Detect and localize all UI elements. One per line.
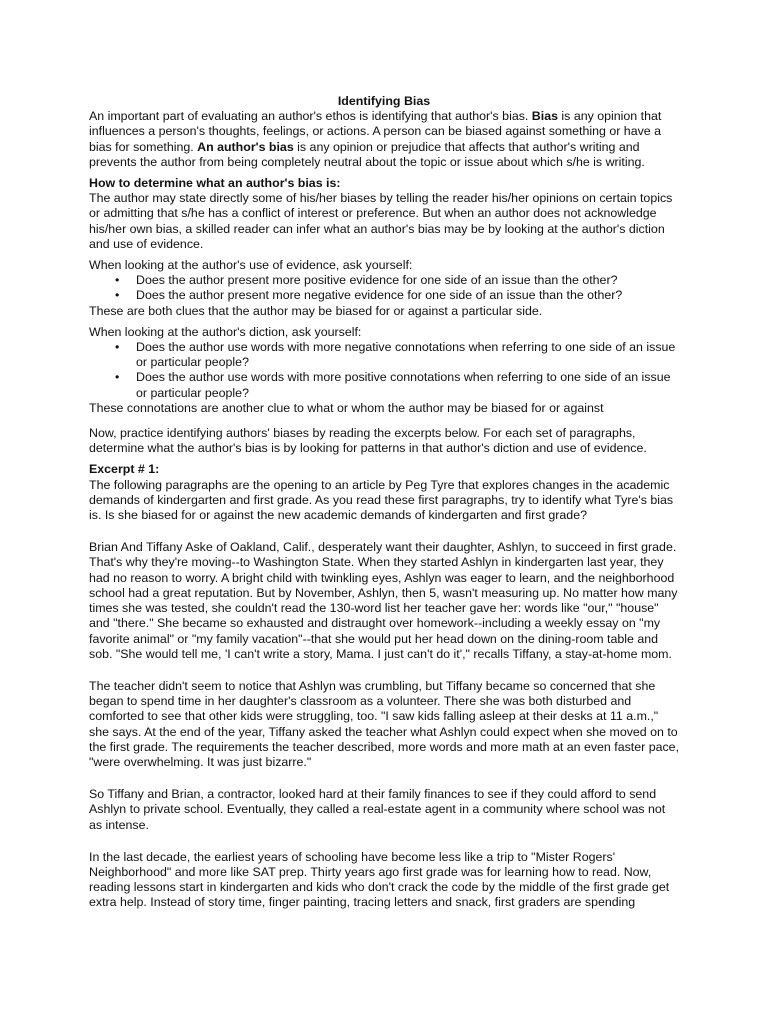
- evidence-lead: When looking at the author's use of evidence, ask yourself:: [89, 258, 413, 273]
- evidence-question-text: Does the author present more positive evidence for one side of an issue than the other?: [136, 273, 618, 288]
- diction-close: These connotations are another clue to what or whom the author may be biased for or against: [89, 400, 604, 415]
- bullet-icon: •: [115, 288, 120, 303]
- intro-text-1: An important part of evaluating an author's ethos is identifying that author's bias.: [89, 109, 532, 124]
- excerpt-intro: The following paragraphs are the opening to an article by Peg Tyre that explores changes in the academic demands of kindergarten and first grade. As you read these first paragraphs, try to identify what Tyre's bias is. Is she biased for or against the new academic demands of kindergarten and first grade?: [89, 477, 674, 523]
- diction-question-item: [89, 370, 679, 400]
- practice-paragraph: Now, practice identifying authors' biases by reading the excerpts below. For each set of paragraphs, determine what the author's bias is by looking for patterns in that author's diction and use of evidence.: [89, 426, 647, 456]
- excerpt-paragraph: In the last decade, the earliest years of schooling have become less like a trip to "Mister Rogers' Neighborhood" and more like SAT prep. Thirty years ago first grade was for learning how to read. Now, reading lessons start in kindergarten and kids who don't crack the code by the middle of the first grade get extra help. Instead of story time, finger painting, tracing letters and snack, first graders are spending: [89, 849, 670, 910]
- intro-paragraph: [89, 109, 679, 170]
- diction-question-item: [89, 340, 679, 370]
- intro-text-2: is any opinion that influences a person's thoughts, feelings, or actions. A person can be biased against something or have a bias for something.: [89, 109, 662, 154]
- evidence-question-list: [89, 273, 679, 303]
- excerpt-paragraph: So Tiffany and Brian, a contractor, looked hard at their family finances to see if they could afford to send Ashlyn to private school. Eventually, they called a real-estate agent in a community where school was not as intense.: [89, 787, 666, 832]
- diction-question-list: [89, 340, 679, 401]
- bullet-icon: •: [115, 370, 120, 385]
- evidence-question-item: [89, 288, 679, 303]
- determine-bias-paragraph: The author may state directly some of his/her biases by telling the reader his/her opinions on certain topics or admitting that s/he has a conflict of interest or preference. But when an author does not acknowledge his/her own bias, a skilled reader can infer what an author's bias may be by looking at the author's diction and use of evidence.: [89, 191, 673, 251]
- excerpt-paragraph: The teacher didn't seem to notice that Ashlyn was crumbling, but Tiffany became so concerned that she began to spend time in her daughter's classroom as a volunteer. There she was both disturbed and comforted to see that other kids were struggling, too. "I saw kids falling asleep at their desks at 11 a.m.," she says. At the end of the year, Tiffany asked the teacher what Ashlyn could expect when she moved on to the first grade. The requirements the teacher described, more words and more math at an even faster pace, "were overwhelming. It was just bizarre.": [89, 678, 680, 769]
- evidence-question-item: [89, 273, 679, 288]
- bullet-icon: •: [115, 340, 120, 355]
- term-bias: Bias: [531, 109, 558, 124]
- bullet-icon: •: [115, 273, 120, 288]
- document-body: [89, 94, 679, 911]
- excerpt-paragraph: Brian And Tiffany Aske of Oakland, Calif., desperately want their daughter, Ashlyn, to succeed in first grade. That's why they're moving--to Washington State. When they started Ashlyn in kindergarten last year, they had no reason to worry. A bright child with twinkling eyes, Ashlyn was eager to learn, and the neighborhood school had a great reputation. But by November, Ashlyn, then 5, wasn't measuring up. No matter how many times she was tested, she couldn't read the 130-word list her teacher gave her: words like "our," "house" and "there." She became so exhausted and distraught over homework--including a weekly essay on "my favorite animal" or "my family vacation"--that she would put her head down on the dining-room table and sob. "She would tell me, 'I can't write a story, Mama. I just can't do it'," recalls Tiffany, a stay-at-home mom.: [89, 540, 678, 661]
- term-authors-bias: An author's bias: [197, 139, 294, 154]
- intro-text-3: is any opinion or prejudice that affects that author's writing and prevents the author from being completely neutral about the topic or issue about which s/he is writing.: [89, 139, 645, 169]
- diction-question-text: Does the author use words with more positive connotations when referring to one side of an issue or particular people?: [136, 370, 671, 400]
- document-title: Identifying Bias: [337, 94, 431, 108]
- evidence-question-text: Does the author present more negative evidence for one side of an issue than the other?: [136, 288, 623, 303]
- diction-lead: When looking at the author's diction, ask yourself:: [89, 324, 362, 339]
- excerpt-heading: Excerpt # 1:: [89, 462, 160, 477]
- evidence-close: These are both clues that the author may be biased for or against a particular side.: [89, 303, 543, 318]
- diction-question-text: Does the author use words with more negative connotations when referring to one side of an issue or particular people?: [136, 340, 676, 370]
- section-heading-determine-bias: How to determine what an author's bias is:: [89, 176, 341, 191]
